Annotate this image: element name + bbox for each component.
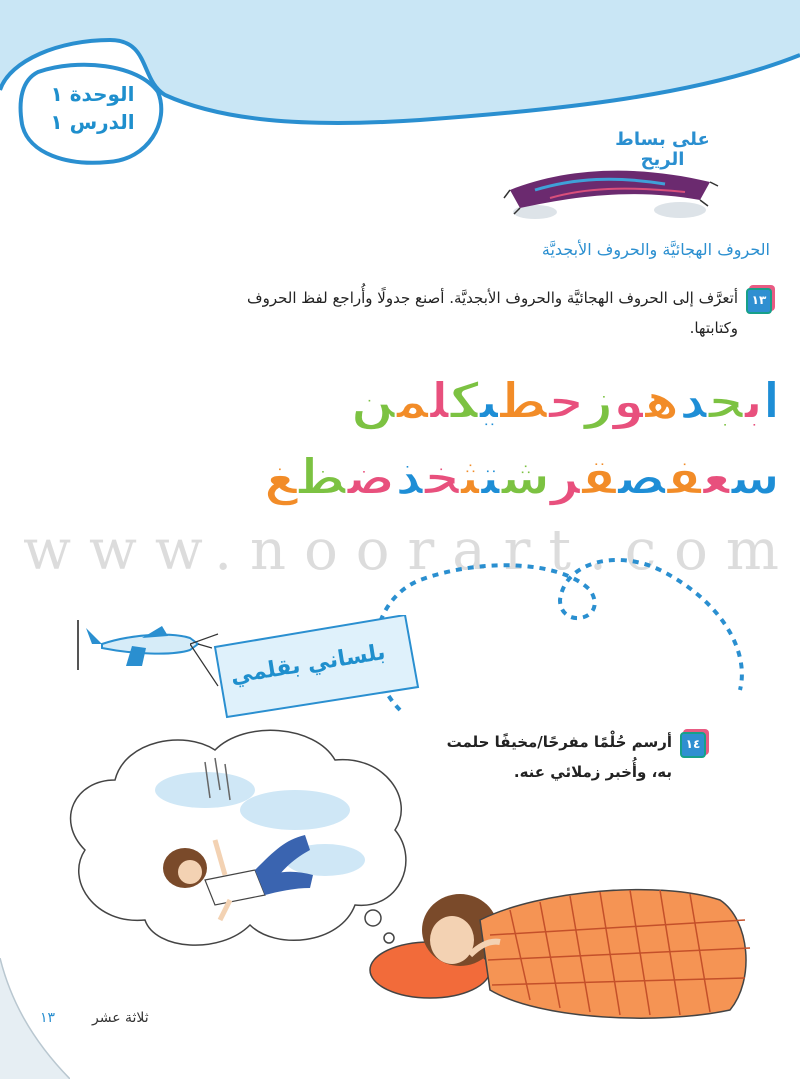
watermark: www.noorart.com <box>23 518 797 583</box>
page-number: ١٣ <box>40 1010 56 1026</box>
alphabet-letter: ذ <box>395 448 425 506</box>
page-number-words: ثلاثة عشر <box>92 1010 149 1026</box>
alphabet-letter: ف <box>666 448 703 506</box>
unit-label-group <box>30 80 155 136</box>
alphabet-letter: ض <box>346 448 396 506</box>
alphabet-letter: ص <box>617 448 667 506</box>
alphabet-letter: ي <box>479 372 500 430</box>
alphabet-letter: د <box>679 372 709 430</box>
alphabet-letter: ا <box>762 372 780 430</box>
alphabet-letter: ط <box>499 372 549 430</box>
alphabet-letter: ن <box>351 372 397 430</box>
alphabet-letter: ش <box>501 448 551 506</box>
alphabet-letter: ق <box>581 448 618 506</box>
alphabet-letter: ج <box>708 372 745 430</box>
lesson-title: الحروف الهجائيَّة والحروف الأبجديَّة <box>541 240 770 259</box>
lesson-label: الدرس ١ <box>50 110 135 134</box>
abjad-letters-row-2 <box>60 448 780 506</box>
exercise-14-text <box>420 727 672 787</box>
alphabet-letter: ل <box>429 372 451 430</box>
alphabet-letter: س <box>730 448 780 506</box>
exercise-14-number-badge: ١٤ <box>680 732 706 758</box>
alphabet-letter: ز <box>584 372 614 430</box>
page-curl <box>0 958 70 1079</box>
alphabet-letter: ظ <box>298 448 347 506</box>
alphabet-letter: ث <box>460 448 481 506</box>
flying-carpet-icon <box>495 160 725 225</box>
alphabet-letter: م <box>396 372 430 430</box>
story-title-line1: على بساط <box>615 129 710 150</box>
alphabet-letter: ه <box>644 372 680 430</box>
sleeping-girl-icon <box>360 860 760 1030</box>
alphabet-letter: ت <box>480 448 502 506</box>
exercise-13-line2: وكتابتها. <box>689 319 738 337</box>
alphabet-letter: خ <box>424 448 461 506</box>
unit-label: الوحدة ١ <box>50 82 135 106</box>
alphabet-letter: ع <box>702 448 731 506</box>
alphabet-letter: ك <box>450 372 480 430</box>
alphabet-letter: و <box>613 372 645 430</box>
dashed-flight-path <box>360 540 780 730</box>
exercise-13-number-badge: ١٣ <box>746 288 772 314</box>
exercise-14-line2: به، وأُخبر زملائي عنه. <box>513 763 672 781</box>
exercise-13-line1: أتعرَّف إلى الحروف الهجائيَّة والحروف الأبجديَّة. أصنع جدولًا وأُراجع لفظ الحروف <box>247 289 738 307</box>
banner-text: بلساني بقلمي <box>228 639 388 690</box>
story-title-line2: الريح <box>640 149 685 170</box>
exercise-14-line1: أرسم حُلْمًا مفرحًا/مخيفًا حلمت <box>446 733 672 751</box>
abjad-letters-row-1 <box>60 372 780 430</box>
alphabet-letter: ب <box>744 372 763 430</box>
alphabet-letter: ر <box>550 448 582 506</box>
alphabet-letter: غ <box>264 448 299 506</box>
exercise-13-text <box>130 283 738 343</box>
alphabet-letter: ح <box>548 372 585 430</box>
